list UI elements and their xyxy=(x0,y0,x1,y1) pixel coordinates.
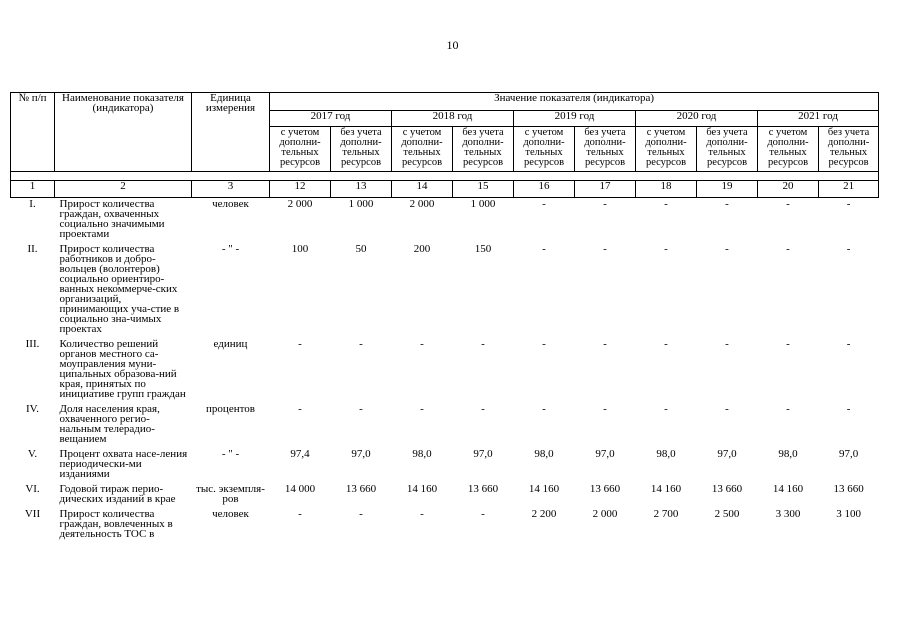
indicator-value: - xyxy=(542,338,546,350)
header-year: 2017 год xyxy=(270,111,392,127)
indicator-value: - xyxy=(542,243,546,255)
indicator-value: 2 500 xyxy=(714,508,740,520)
indicator-value: - xyxy=(481,338,485,350)
indicator-value: - xyxy=(725,198,729,210)
indicator-value: - xyxy=(359,338,363,350)
indicator-value: - xyxy=(786,243,790,255)
indicator-value: 97,0 xyxy=(595,448,615,460)
indicator-value: 2 200 xyxy=(531,508,557,520)
row-number: III. xyxy=(25,338,40,350)
column-number: 2 xyxy=(55,181,192,198)
indicator-value: 2 000 xyxy=(592,508,618,520)
indicator-value: - xyxy=(542,403,546,415)
indicator-value: 14 160 xyxy=(650,483,682,495)
table-row xyxy=(11,338,879,403)
indicator-unit: человек xyxy=(212,198,249,210)
header-no: № п/п xyxy=(11,93,55,172)
header-with-extra: с учетом дополни-тельных ресурсов xyxy=(758,127,819,172)
indicator-value: - xyxy=(725,243,729,255)
indicator-value: - xyxy=(846,243,851,255)
indicator-value: 14 160 xyxy=(406,483,438,495)
page-number: 10 xyxy=(446,38,459,52)
indicator-value: - xyxy=(359,403,363,415)
indicator-value: - xyxy=(725,338,729,350)
indicator-value: - xyxy=(603,338,607,350)
column-number: 17 xyxy=(575,181,636,198)
table-row xyxy=(11,198,879,244)
indicator-value: 14 160 xyxy=(528,483,560,495)
column-number: 16 xyxy=(514,181,575,198)
indicator-name: Прирост количества работников и добро-вольцев (волонтеров) социально ориентиро-ванных некоммерче-ских организаций, принимающих уча-стие в социально зна-чимых проектах xyxy=(59,243,180,335)
indicator-value: 13 660 xyxy=(467,483,499,495)
header-year: 2020 год xyxy=(636,111,758,127)
indicator-value: - xyxy=(786,198,790,210)
indicator-name: Доля населения края, охваченного регио-нальным телерадио-вещанием xyxy=(59,403,160,445)
indicator-value: - xyxy=(846,403,851,415)
indicator-value: 1 000 xyxy=(470,198,496,210)
indicator-value: - xyxy=(603,198,607,210)
column-number: 20 xyxy=(758,181,819,198)
indicator-value: - xyxy=(420,403,424,415)
header-year: 2019 год xyxy=(514,111,636,127)
indicator-name: Прирост количества граждан, вовлеченных в деятельность ТОС в xyxy=(59,508,173,540)
header-unit: Единица измерения xyxy=(192,93,270,172)
indicator-value: - xyxy=(359,508,363,520)
indicator-value: 100 xyxy=(291,243,309,255)
indicator-unit: - " - xyxy=(221,243,240,255)
header-with-extra: с учетом дополни-тельных ресурсов xyxy=(636,127,697,172)
indicator-value: - xyxy=(420,508,424,520)
indicator-name: Прирост количества граждан, охваченных социально значимыми проектами xyxy=(59,198,165,240)
indicator-unit: человек xyxy=(212,508,249,520)
indicator-value: - xyxy=(786,338,790,350)
indicator-value: 97,0 xyxy=(351,448,371,460)
indicator-value: 98,0 xyxy=(656,448,676,460)
indicator-value: 3 100 xyxy=(836,508,861,520)
indicator-value: - xyxy=(542,198,546,210)
indicator-value: 200 xyxy=(413,243,431,255)
indicator-value: 2 000 xyxy=(287,198,313,210)
header-without-extra: без учета дополни-тельных ресурсов xyxy=(331,127,392,172)
indicator-value: 14 160 xyxy=(772,483,804,495)
table-body xyxy=(11,198,879,544)
indicator-value: 2 700 xyxy=(653,508,679,520)
column-number: 18 xyxy=(636,181,697,198)
indicator-value: 97,0 xyxy=(473,448,493,460)
column-number: 19 xyxy=(697,181,758,198)
indicator-unit: процентов xyxy=(206,403,255,415)
indicator-value: 13 660 xyxy=(711,483,743,495)
row-number: II. xyxy=(27,243,38,255)
table-row xyxy=(11,448,879,483)
indicator-value: 1 000 xyxy=(348,198,374,210)
header-year: 2018 год xyxy=(392,111,514,127)
column-number: 13 xyxy=(331,181,392,198)
indicators-table xyxy=(10,92,879,543)
table-header xyxy=(11,93,879,172)
indicator-value: 3 300 xyxy=(775,508,801,520)
indicator-value: - xyxy=(603,403,607,415)
indicator-value: - xyxy=(846,338,851,350)
header-without-extra: без учета дополни-тельных ресурсов xyxy=(819,127,879,172)
table-row xyxy=(11,508,879,543)
row-number: IV. xyxy=(26,403,39,415)
indicator-unit: единиц xyxy=(213,338,248,350)
indicator-value: - xyxy=(298,338,302,350)
indicator-value: - xyxy=(603,243,607,255)
column-number: 3 xyxy=(192,181,270,198)
indicator-value: 97,4 xyxy=(290,448,310,460)
header-without-extra: без учета дополни-тельных ресурсов xyxy=(697,127,758,172)
indicator-value: - xyxy=(481,403,485,415)
header-with-extra: с учетом дополни-тельных ресурсов xyxy=(514,127,575,172)
indicator-value: - xyxy=(481,508,485,520)
table-row xyxy=(11,483,879,508)
column-number: 21 xyxy=(819,181,879,198)
indicator-value: - xyxy=(664,198,668,210)
indicator-name: Количество решений органов местного са-моуправления муни-ципальных образова-ний края, принятых по инициативе групп граждан xyxy=(59,338,186,400)
indicator-value: 98,0 xyxy=(534,448,554,460)
indicator-value: 98,0 xyxy=(778,448,798,460)
column-number: 12 xyxy=(270,181,331,198)
header-value: Значение показателя (индикатора) xyxy=(270,93,879,111)
row-number: VII xyxy=(24,508,41,520)
indicator-value: - xyxy=(725,403,729,415)
row-number: I. xyxy=(29,198,36,210)
header-name: Наименование показателя (индикатора) xyxy=(55,93,192,172)
indicator-value: - xyxy=(420,338,424,350)
table-row xyxy=(11,243,879,338)
indicator-value: - xyxy=(786,403,790,415)
indicator-value: - xyxy=(664,243,668,255)
indicator-value: 2 000 xyxy=(409,198,435,210)
row-number: V. xyxy=(27,448,38,460)
header-without-extra: без учета дополни-тельных ресурсов xyxy=(575,127,636,172)
indicator-name: Процент охвата насе-ления периодически-ми изданиями xyxy=(59,448,188,480)
indicator-value: 13 660 xyxy=(833,483,864,495)
indicator-value: 14 000 xyxy=(284,483,316,495)
header-with-extra: с учетом дополни-тельных ресурсов xyxy=(392,127,453,172)
indicator-value: 97,0 xyxy=(838,448,859,460)
header-with-extra: с учетом дополни-тельных ресурсов xyxy=(270,127,331,172)
indicator-value: 13 660 xyxy=(345,483,377,495)
column-numbers-row xyxy=(11,181,879,198)
indicator-value: 97,0 xyxy=(717,448,737,460)
indicator-value: - xyxy=(298,403,302,415)
header-without-extra: без учета дополни-тельных ресурсов xyxy=(453,127,514,172)
indicator-value: 50 xyxy=(355,243,367,255)
indicator-value: - xyxy=(846,198,851,210)
row-number: VI. xyxy=(25,483,40,495)
header-year: 2021 год xyxy=(758,111,879,127)
column-number: 1 xyxy=(11,181,55,198)
indicator-value: 150 xyxy=(474,243,492,255)
indicator-value: - xyxy=(298,508,302,520)
indicator-unit: - " - xyxy=(221,448,240,460)
table-row xyxy=(11,403,879,448)
indicator-value: 98,0 xyxy=(412,448,432,460)
indicator-unit: тыс. экземпля-ров xyxy=(196,483,265,505)
indicator-value: - xyxy=(664,338,668,350)
indicator-value: 13 660 xyxy=(589,483,621,495)
column-number: 14 xyxy=(392,181,453,198)
column-number: 15 xyxy=(453,181,514,198)
indicator-name: Годовой тираж перио-дических изданий в крае xyxy=(59,483,176,505)
indicator-value: - xyxy=(664,403,668,415)
